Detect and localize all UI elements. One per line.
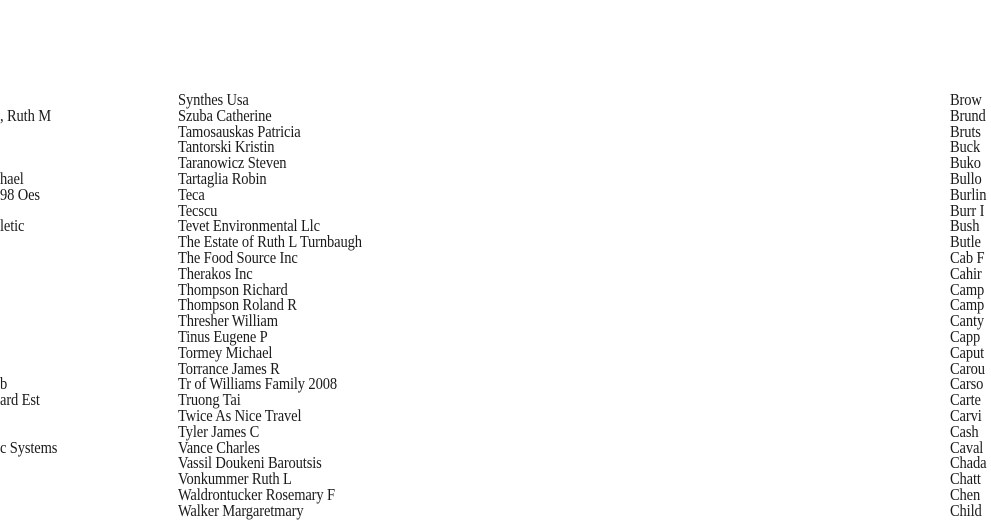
name-entry: Caput bbox=[950, 342, 985, 362]
name-entry: 98 Oes bbox=[0, 184, 40, 204]
name-entry: Bullo bbox=[950, 168, 982, 188]
name-entry: ard Est bbox=[0, 390, 40, 410]
name-entry: Buko bbox=[950, 153, 981, 173]
name-entry: Thompson Roland R bbox=[178, 295, 297, 315]
name-entry: Cab F bbox=[950, 247, 985, 267]
name-entry: , Ruth M bbox=[0, 105, 51, 125]
name-entry: Child bbox=[950, 500, 982, 520]
name-entry: Caval bbox=[950, 437, 984, 457]
name-entry: Carvi bbox=[950, 405, 982, 425]
name-entry: hael bbox=[0, 168, 24, 188]
name-entry bbox=[0, 361, 57, 377]
name-entry: Brund bbox=[950, 105, 986, 125]
name-entry: Butle bbox=[950, 232, 981, 252]
name-entry: Tyler James C bbox=[178, 421, 260, 441]
name-entry: Vonkummer Ruth L bbox=[178, 469, 292, 489]
name-entry bbox=[0, 408, 57, 424]
name-entry: Tartaglia Robin bbox=[178, 168, 267, 188]
middle-name-column bbox=[178, 92, 387, 519]
name-entry bbox=[0, 345, 57, 361]
name-entry: Walker Margaretmary bbox=[178, 500, 304, 520]
name-entry: Taranowicz Steven bbox=[178, 153, 287, 173]
name-entry: Chatt bbox=[950, 469, 981, 489]
name-entry bbox=[0, 455, 57, 471]
name-entry bbox=[0, 234, 57, 250]
name-entry bbox=[0, 503, 57, 519]
name-entry bbox=[0, 250, 57, 266]
name-entry: Chen bbox=[950, 484, 981, 504]
name-entry: Vassil Doukeni Baroutsis bbox=[178, 453, 322, 473]
name-entry: Tormey Michael bbox=[178, 342, 273, 362]
name-entry: Brow bbox=[950, 90, 982, 109]
name-entry: Carte bbox=[950, 390, 981, 410]
name-entry: Tr of Williams Family 2008 bbox=[178, 374, 337, 394]
name-entry: Cash bbox=[950, 421, 979, 441]
name-entry: Burlin bbox=[950, 184, 987, 204]
name-entry: Burr I bbox=[950, 200, 985, 220]
name-entry: Thompson Richard bbox=[178, 279, 288, 299]
name-entry bbox=[0, 313, 57, 329]
left-column-clip bbox=[0, 0, 75, 512]
name-entry: Torrance James R bbox=[178, 358, 280, 378]
name-entry bbox=[0, 266, 57, 282]
name-entry: Szuba Catherine bbox=[178, 105, 272, 125]
name-entry: Tantorski Kristin bbox=[178, 137, 275, 157]
name-entry: Bush bbox=[950, 216, 980, 236]
name-entry: Thresher William bbox=[178, 311, 278, 331]
name-entry: Waldrontucker Rosemary F bbox=[178, 484, 335, 504]
right-column-clip bbox=[475, 0, 987, 520]
name-entry: Tinus Eugene P bbox=[178, 326, 268, 346]
name-entry bbox=[0, 124, 57, 140]
name-entry: Tamosauskas Patricia bbox=[178, 121, 301, 141]
name-entry bbox=[0, 297, 57, 313]
name-entry: The Estate of Ruth L Turnbaugh bbox=[178, 232, 362, 252]
name-entry: Carou bbox=[950, 358, 985, 378]
name-entry: Capp bbox=[950, 326, 981, 346]
name-entry: Tecscu bbox=[178, 200, 218, 220]
name-entry: The Food Source Inc bbox=[178, 247, 298, 267]
name-entry: letic bbox=[0, 216, 25, 236]
name-entry: b bbox=[0, 374, 8, 394]
name-entry bbox=[0, 471, 57, 487]
left-name-column bbox=[0, 92, 65, 519]
name-entry bbox=[0, 282, 57, 298]
name-entry: Synthes Usa bbox=[178, 90, 249, 109]
name-entry: Tevet Environmental Llc bbox=[178, 216, 320, 236]
name-entry: Twice As Nice Travel bbox=[178, 405, 302, 425]
name-entry: Truong Tai bbox=[178, 390, 241, 410]
name-entry bbox=[0, 329, 57, 345]
name-entry: Buck bbox=[950, 137, 981, 157]
name-entry bbox=[0, 139, 57, 155]
name-entry: Bruts bbox=[950, 121, 981, 141]
right-name-column bbox=[950, 92, 991, 519]
name-entry: Camp bbox=[950, 295, 985, 315]
name-entry: Carso bbox=[950, 374, 984, 394]
name-entry: c Systems bbox=[0, 437, 58, 457]
name-entry: Canty bbox=[950, 311, 985, 331]
name-entry: Chada bbox=[950, 453, 987, 473]
name-entry: Cahir bbox=[950, 263, 982, 283]
name-entry: Therakos Inc bbox=[178, 263, 253, 283]
name-entry: Camp bbox=[950, 279, 985, 299]
name-entry bbox=[0, 487, 57, 503]
name-entry: Teca bbox=[178, 184, 205, 204]
name-entry: Vance Charles bbox=[178, 437, 260, 457]
